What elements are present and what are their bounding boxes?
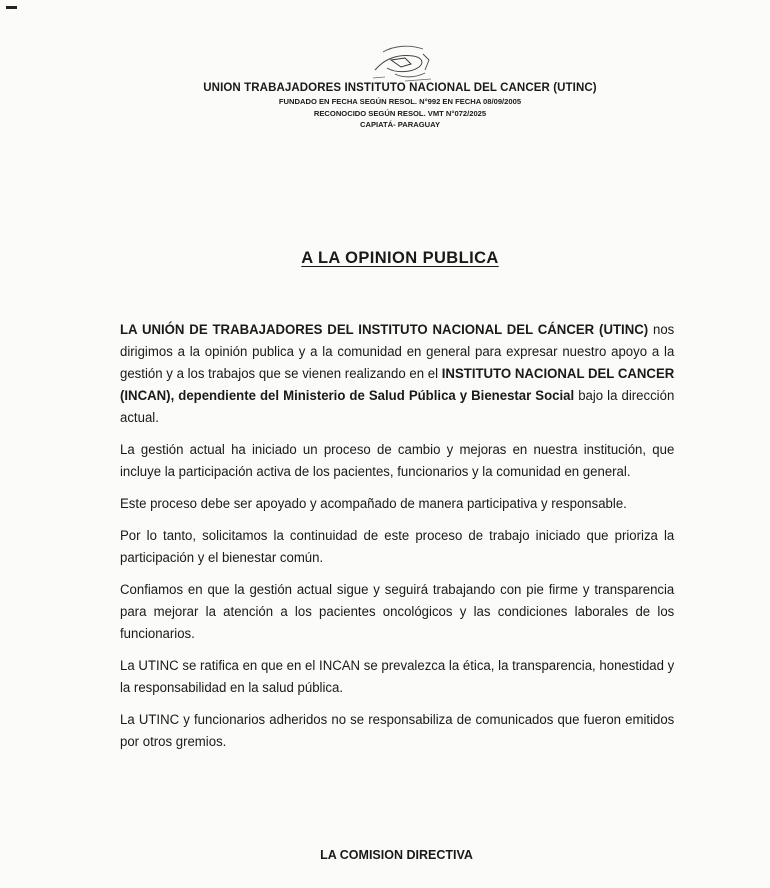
location-line: CAPIATÁ- PARAGUAY bbox=[359, 120, 441, 129]
paragraph-1-text-a: nos dirigimos a la opinión publica y a la comunidad en general para expresar nuestro apoyo a la gestión y a los trabajos que se vienen realizando en el bbox=[120, 322, 675, 382]
paragraph-4: Por lo tanto, solicitamos la continuidad de este proceso de trabajo iniciado que prioriza la participación y el bienestar común. bbox=[120, 528, 675, 566]
founded-line: FUNDADO EN FECHA SEGÚN RESOL. N°992 EN FECHA 08/09/2005 bbox=[278, 97, 522, 106]
paragraph-5: Confiamos en que la gestión actual sigue y seguirá trabajando con pie firme y transparencia para mejorar la atención a los pacientes oncológicos y las condiciones laborales de los funcionarios. bbox=[120, 582, 675, 642]
paragraph-3: Este proceso debe ser apoyado y acompañado de manera participativa y responsable. bbox=[120, 496, 627, 512]
paragraph-6: La UTINC se ratifica en que en el INCAN se prevalezca la ética, la transparencia, honestidad y la responsabilidad en la salud pública. bbox=[120, 658, 675, 696]
signature-line: LA COMISION DIRECTIVA bbox=[320, 848, 473, 862]
letterhead bbox=[150, 80, 650, 131]
org-name: UNION TRABAJADORES INSTITUTO NACIONAL DEL CANCER (UTINC) bbox=[203, 82, 597, 94]
paragraph-2: La gestión actual ha iniciado un proceso de cambio y mejoras en nuestra institución, que incluye la participación activa de los pacientes, funcionarios y la comunidad en general. bbox=[120, 442, 675, 480]
page-title: A LA OPINION PUBLICA bbox=[301, 249, 499, 267]
paragraph-1-bold-lead: LA UNIÓN DE TRABAJADORES DEL INSTITUTO NACIONAL DEL CÁNCER (UTINC) bbox=[120, 322, 649, 338]
paragraph-1-text-b: bajo la dirección actual. bbox=[120, 388, 675, 426]
union-logo-icon bbox=[365, 40, 437, 84]
scan-corner-mark bbox=[6, 6, 17, 9]
statement-body bbox=[120, 319, 674, 763]
paragraph-1-bold-institution: INSTITUTO NACIONAL DEL CANCER (INCAN), dependiente del Ministerio de Salud Pública y Bienestar Social bbox=[120, 366, 675, 404]
paragraph-7: La UTINC y funcionarios adheridos no se responsabiliza de comunicados que fueron emitidos por otros gremios. bbox=[120, 712, 675, 750]
paragraph-1 bbox=[120, 319, 674, 429]
recognized-line: RECONOCIDO SEGÚN RESOL. VMT N°072/2025 bbox=[313, 108, 487, 118]
